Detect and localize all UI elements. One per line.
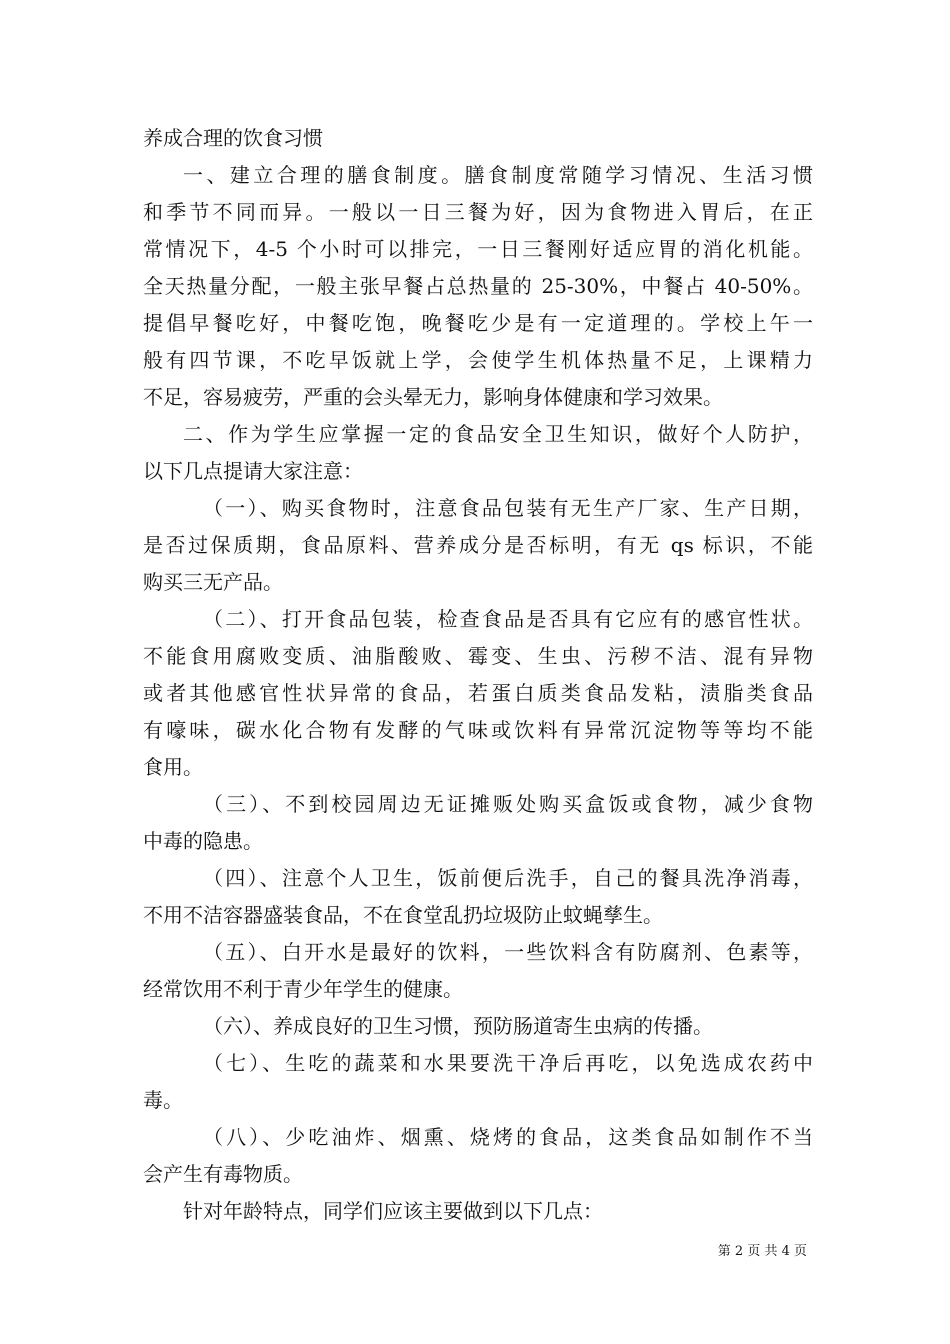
paragraph-line: 毒。 [143, 1088, 183, 1112]
paragraph-line: （三）、不到校园周边无证摊贩处购买盒饭或食物，减少食物 [203, 792, 813, 816]
paragraph-line: 二、作为学生应掌握一定的食品安全卫生知识，做好个人防护， [183, 422, 813, 446]
paragraph-line: 以下几点提请大家注意： [143, 459, 363, 483]
paragraph-line: 和季节不同而异。一般以一日三餐为好，因为食物进入胃后，在正 [143, 200, 813, 224]
paragraph-line: 食用。 [143, 755, 203, 779]
paragraph-line: 不足，容易疲劳，严重的会头晕无力，影响身体健康和学习效果。 [143, 385, 723, 409]
paragraph-line: 或者其他感官性状异常的食品，若蛋白质类食品发粘，渍脂类食品 [143, 681, 813, 705]
paragraph-line: 般有四节课，不吃早饭就上学，会使学生机体热量不足，上课精力 [143, 348, 813, 372]
paragraph-line: （五）、白开水是最好的饮料，一些饮料含有防腐剂、色素等， [203, 940, 813, 964]
paragraph-line: （七）、生吃的蔬菜和水果要洗干净后再吃，以免选成农药中 [203, 1051, 813, 1075]
paragraph-line: 会产生有毒物质。 [143, 1162, 303, 1186]
paragraph-line: （六）、养成良好的卫生习惯，预防肠道寄生虫病的传播。 [203, 1014, 713, 1038]
paragraph-line: 经常饮用不利于青少年学生的健康。 [143, 977, 463, 1001]
paragraph-line: 不用不洁容器盛装食品，不在食堂乱扔垃圾防止蚊蝇孳生。 [143, 903, 663, 927]
paragraph-line: 常情况下，4-5 个小时可以排完，一日三餐刚好适应胃的消化机能。 [143, 237, 813, 261]
paragraph-line: 购买三无产品。 [143, 570, 283, 594]
paragraph-line: （四）、注意个人卫生，饭前便后洗手，自己的餐具洗净消毒， [203, 866, 813, 890]
document-title: 养成合理的饮食习惯 [143, 126, 323, 150]
paragraph-line: 中毒的隐患。 [143, 829, 263, 853]
paragraph-line: 全天热量分配，一般主张早餐占总热量的 25-30%，中餐占 40-50%。 [143, 274, 813, 298]
paragraph-line: 不能食用腐败变质、油脂酸败、霉变、生虫、污秽不洁、混有异物 [143, 644, 813, 668]
paragraph-line: （八）、少吃油炸、烟熏、烧烤的食品，这类食品如制作不当 [203, 1125, 813, 1149]
paragraph-line: 针对年龄特点，同学们应该主要做到以下几点： [183, 1199, 603, 1223]
paragraph-line: （一）、购买食物时，注意食品包装有无生产厂家、生产日期， [203, 496, 813, 520]
paragraph-line: 有嚎味，碳水化合物有发酵的气味或饮料有异常沉淀物等等均不能 [143, 718, 813, 742]
paragraph-line: （二）、打开食品包装，检查食品是否具有它应有的感官性状。 [203, 607, 813, 631]
page-number-footer: 第 2 页 共 4 页 [717, 1244, 807, 1259]
paragraph-line: 提倡早餐吃好，中餐吃饱，晚餐吃少是有一定道理的。学校上午一 [143, 311, 813, 335]
paragraph-line: 一、建立合理的膳食制度。膳食制度常随学习情况、生活习惯 [183, 163, 813, 187]
paragraph-line: 是否过保质期，食品原料、营养成分是否标明，有无 qs 标识，不能 [143, 533, 813, 557]
